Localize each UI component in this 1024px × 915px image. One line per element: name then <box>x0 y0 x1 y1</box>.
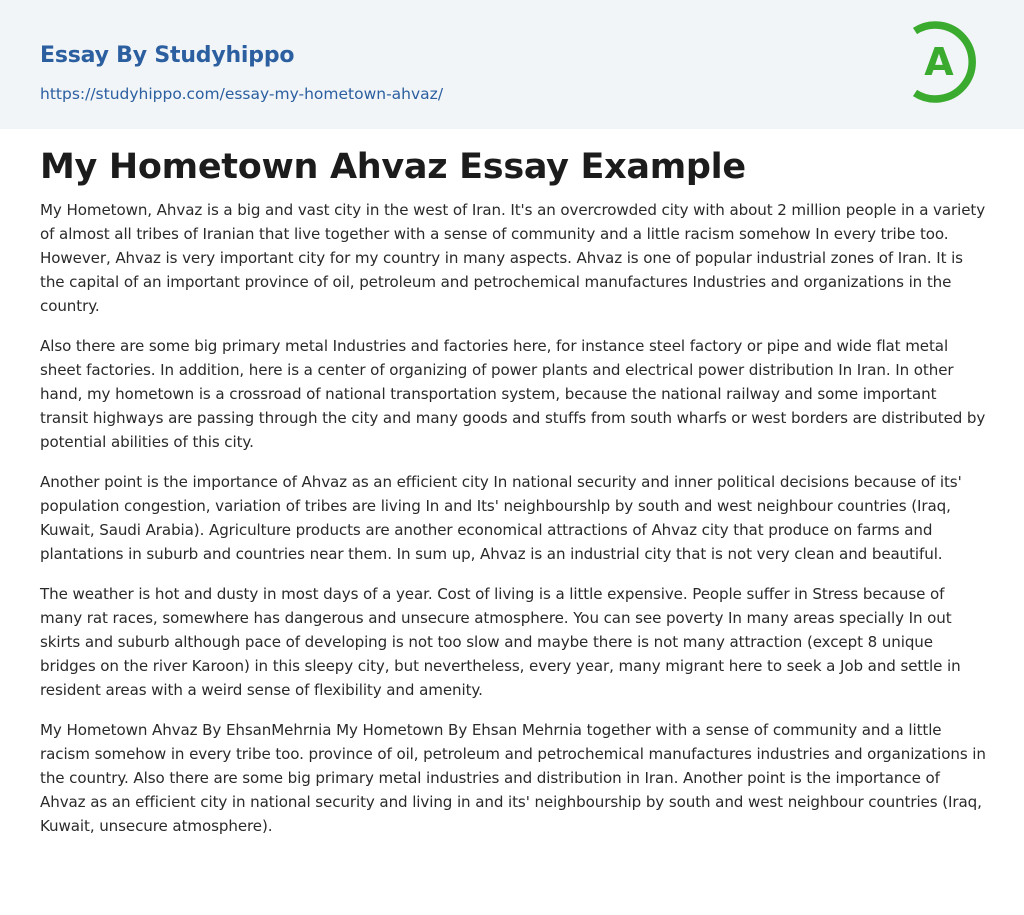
paragraph: The weather is hot and dusty in most days of a year. Cost of living is a little expensive. People suffer in Stress because of many rat races, somewhere has dangerous and unsecure atmosphere. You can see poverty In many areas specially In out skirts and suburb although pace of developing is not too slow and maybe there is not many attraction (except 8 unique bridges on the river Karoon) in this sleepy city, but nevertheless, every year, many migrant here to seek a Job and settle in resident areas with a weird sense of flexibility and amenity. <box>40 585 961 699</box>
logo-letter: A <box>924 40 954 84</box>
source-url-link[interactable]: https://studyhippo.com/essay-my-hometown-ahvaz/ <box>40 85 444 103</box>
page-title: My Hometown Ahvaz Essay Example <box>40 147 746 187</box>
article-body <box>40 140 988 854</box>
brand-title[interactable]: Essay By Studyhippo <box>40 43 295 68</box>
paragraph: My Hometown Ahvaz By EhsanMehrnia My Hometown By Ehsan Mehrnia together with a sense of community and a little racism somehow in every tribe too. province of oil, petroleum and petrochemical manufactures industries and organizations in the country. Also there are some big primary metal industries and distribution in Iran. Another point is the importance of Ahvaz as an efficient city in national security and living in and its' neighbourship by south and west neighbour countries (Iraq, Kuwait, unsecure atmosphere). <box>40 721 986 835</box>
letter-a-ring-logo-icon[interactable] <box>910 18 988 106</box>
site-header <box>0 0 1024 129</box>
paragraph: My Hometown, Ahvaz is a big and vast city in the west of Iran. It's an overcrowded city with about 2 million people in a variety of almost all tribes of Iranian that live together with a sense of community and a little racism somehow In every tribe too. However, Ahvaz is very important city for my country in many aspects. Ahvaz is one of popular industrial zones of Iran. It is the capital of an important province of oil, petroleum and petrochemical manufactures Industries and organizations in the country. <box>40 201 986 315</box>
paragraph: Another point is the importance of Ahvaz as an efficient city In national security and inner political decisions because of its' population congestion, variation of tribes are living In and Its' neighbourshlp by south and west neighbour countries (Iraq, Kuwait, Saudi Arabia). Agriculture products are another economical attractions of Ahvaz city that produce on farms and plantations in suburb and countries near them. In sum up, Ahvaz is an industrial city that is not very clean and beautiful. <box>40 473 962 563</box>
paragraph: Also there are some big primary metal Industries and factories here, for instance steel factory or pipe and wide flat metal sheet factories. In addition, here is a center of organizing of power plants and electrical power distribution In Iran. In other hand, my hometown is a crossroad of national transportation system, because the national railway and some important transit highways are passing through the city and many goods and stuffs from south wharfs or west borders are distributed by potential abilities of this city. <box>40 337 986 451</box>
